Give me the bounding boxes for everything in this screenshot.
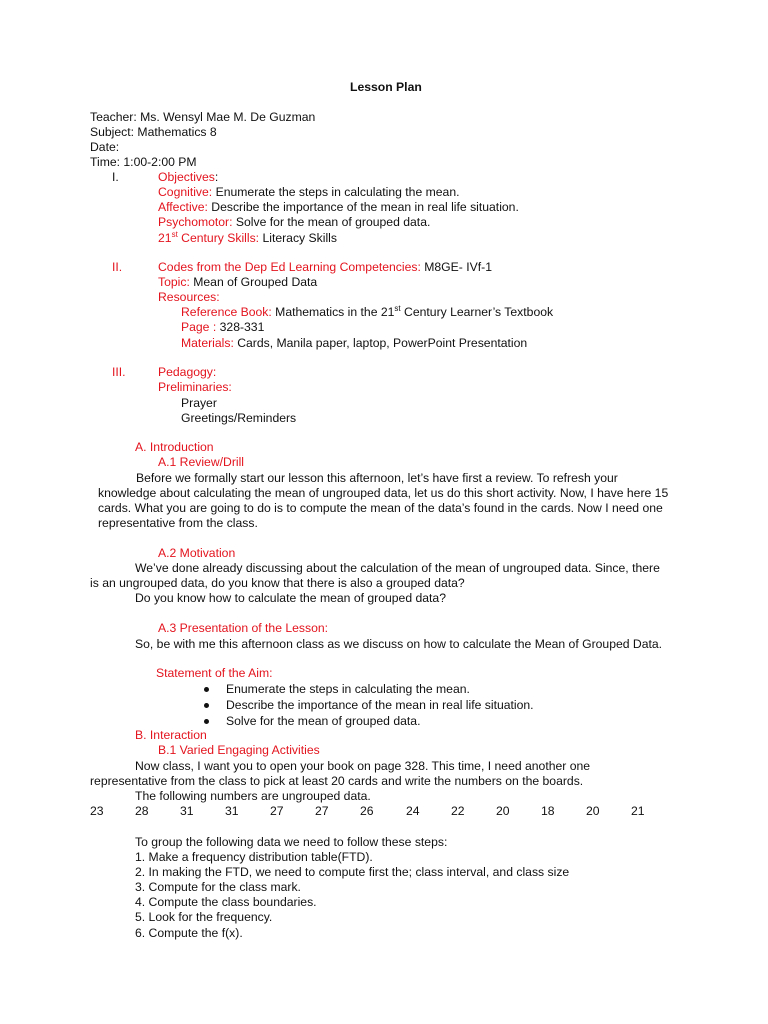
objectives-label: Objectives: [158, 170, 215, 184]
bullet-icon: [204, 687, 209, 692]
number-cell: 27: [315, 804, 329, 818]
page-label: Page :: [181, 320, 217, 334]
bullet-icon: [204, 719, 209, 724]
reference-label: Reference Book:: [181, 305, 272, 319]
codes-label: Codes from the Dep Ed Learning Competencies:: [158, 260, 421, 274]
objectives-colon: :: [214, 170, 219, 184]
number-cell: 21: [631, 804, 645, 818]
motivation-heading: A.2 Motivation: [158, 546, 236, 560]
subject-line: Subject: Mathematics 8: [90, 125, 217, 139]
aim-item: [226, 682, 470, 697]
step-item: 2. In making the FTD, we need to compute first the; class interval, and class size: [135, 865, 570, 879]
number-cell: 22: [451, 804, 465, 818]
materials-line: [181, 336, 527, 351]
number-cell: 20: [496, 804, 510, 818]
step-item: 3. Compute for the class mark.: [135, 880, 301, 894]
page-text: 328-331: [216, 320, 265, 334]
objective-text: Enumerate the steps in calculating the mean.: [212, 185, 460, 199]
presentation-heading: A.3 Presentation of the Lesson:: [158, 621, 329, 635]
activities-line-1: Now class, I want you to open your book on page 328. This time, I need another one: [135, 759, 591, 773]
page-line: [181, 320, 264, 335]
objective-text: Describe the importance of the mean in real life situation.: [207, 200, 519, 214]
number-cell: 27: [270, 804, 284, 818]
topic-label: Topic:: [158, 275, 190, 289]
reference-text-post: Century Learner’s Textbook: [400, 305, 554, 319]
number-cell: 18: [541, 804, 555, 818]
aim-text: Describe the importance of the mean in real life situation.: [226, 698, 534, 712]
activities-heading: B.1 Varied Engaging Activities: [158, 743, 320, 757]
materials-label: Materials:: [181, 336, 234, 350]
section-3-numeral: III.: [112, 365, 126, 379]
step-item: 4. Compute the class boundaries.: [135, 895, 317, 909]
objective-psychomotor: [158, 215, 430, 230]
step-item: 1. Make a frequency distribution table(FTD).: [135, 850, 373, 864]
number-cell: 26: [360, 804, 374, 818]
skills-label: [158, 231, 259, 245]
number-cell: 24: [406, 804, 420, 818]
aim-text: Solve for the mean of grouped data.: [226, 714, 421, 728]
objective-cognitive: [158, 185, 459, 200]
objective-skills: [158, 231, 337, 246]
motivation-line-3: Do you know how to calculate the mean of grouped data?: [135, 591, 446, 605]
date-line: Date:: [90, 140, 120, 154]
materials-text: Cards, Manila paper, laptop, PowerPoint Presentation: [233, 336, 528, 350]
aim-heading: Statement of the Aim:: [156, 666, 273, 680]
steps-intro: To group the following data we need to follow these steps:: [135, 835, 448, 849]
objective-label: Affective:: [158, 200, 208, 214]
step-item: 6. Compute the f(x).: [135, 926, 243, 940]
aim-item: [226, 698, 534, 713]
number-cell: 31: [180, 804, 194, 818]
bullet-icon: [204, 703, 209, 708]
resources-label: Resources:: [158, 290, 220, 304]
aim-text: Enumerate the steps in calculating the mean.: [226, 682, 470, 696]
number-cell: 31: [225, 804, 239, 818]
number-cell: 20: [586, 804, 600, 818]
motivation-line-1: We’ve done already discussing about the calculation of the mean of ungrouped data. Since, there: [135, 561, 660, 575]
topic-line: [158, 275, 317, 290]
review-drill-heading: A.1 Review/Drill: [158, 455, 245, 469]
activities-line-2: representative from the class to pick at least 20 cards and write the numbers on the boards.: [90, 774, 584, 788]
objective-text: Solve for the mean of grouped data.: [232, 215, 431, 229]
presentation-line: So, be with me this afternoon class as we discuss on how to calculate the Mean of Grouped Data.: [135, 637, 663, 651]
step-item: 5. Look for the frequency.: [135, 910, 273, 924]
preliminaries-label: Preliminaries:: [158, 380, 232, 394]
motivation-line-2: is an ungrouped data, do you know that there is also a grouped data?: [90, 576, 465, 590]
pedagogy-label: Pedagogy:: [158, 365, 217, 379]
aim-item: [226, 714, 420, 729]
page-title: Lesson Plan: [350, 80, 422, 94]
objective-label: Cognitive:: [158, 185, 213, 199]
codes-text: M8GE- IVf-1: [420, 260, 492, 274]
prayer-text: Prayer: [181, 396, 217, 410]
greetings-text: Greetings/Reminders: [181, 411, 297, 425]
activities-line-3: The following numbers are ungrouped data.: [135, 789, 371, 803]
section-1-numeral: I.: [112, 170, 119, 184]
review-paragraph: Before we formally start our lesson this afternoon, let’s have first a review. To refresh your knowledge about calculating the mean of ungrouped data, let us do this short activity. Now, I have here 15 cards. What you are going to do is to compute the mean of the data’s found in the cards. Now I need one representative from the class.: [98, 471, 669, 530]
codes-line: [158, 260, 492, 275]
objective-label: Psychomotor:: [158, 215, 233, 229]
reference-text-pre: Mathematics in the 21: [271, 305, 395, 319]
skills-text: Literacy Skills: [259, 231, 337, 245]
skills-label-sup: st: [171, 230, 178, 239]
reference-line: [181, 305, 553, 320]
reference-text-sup: st: [394, 304, 401, 313]
topic-text: Mean of Grouped Data: [189, 275, 318, 289]
introduction-heading: A. Introduction: [135, 440, 214, 454]
teacher-line: Teacher: Ms. Wensyl Mae M. De Guzman: [90, 110, 316, 124]
interaction-heading: B. Interaction: [135, 728, 207, 742]
section-2-numeral: II.: [112, 260, 123, 274]
number-cell: 23: [90, 804, 104, 818]
skills-label-pre: 21: [158, 231, 172, 245]
time-line: Time: 1:00-2:00 PM: [90, 155, 197, 169]
objectives-heading: [158, 170, 218, 185]
number-cell: 28: [135, 804, 149, 818]
skills-label-post: Century Skills:: [177, 231, 260, 245]
objective-affective: [158, 200, 519, 215]
